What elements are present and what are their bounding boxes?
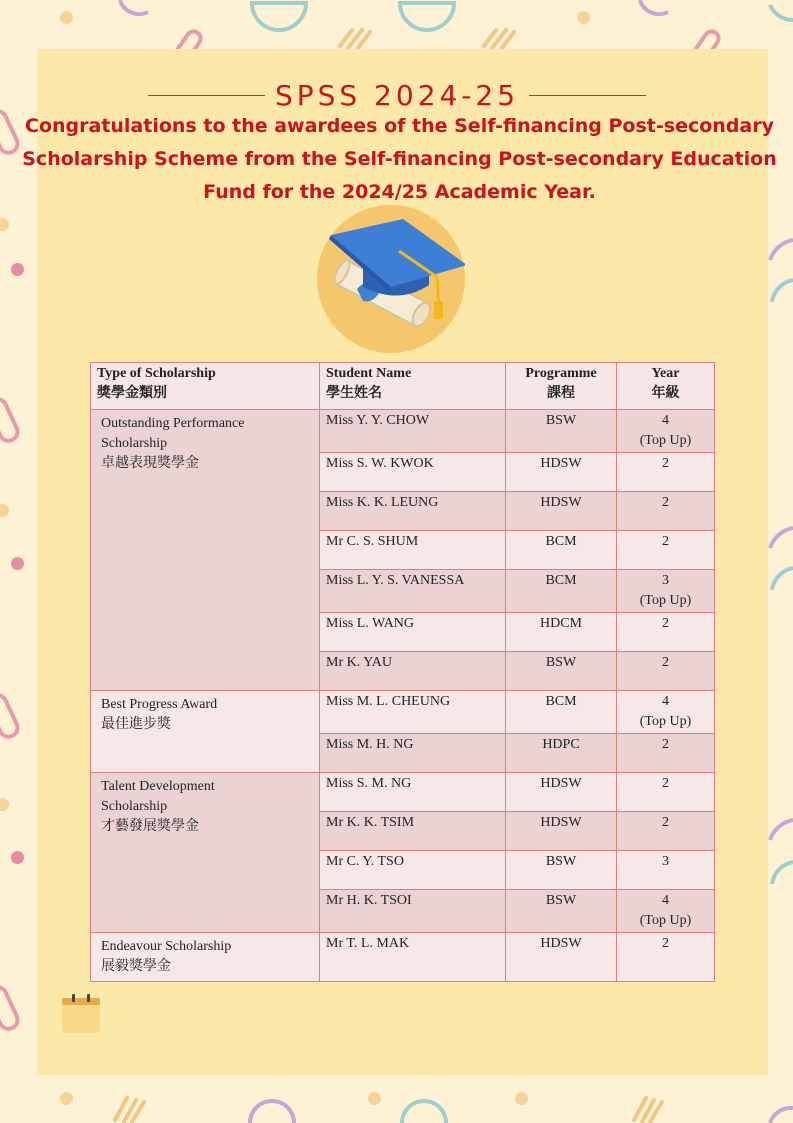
header-type-zh: 獎學金類別 [97, 386, 167, 401]
category-zh: 最佳進步獎 [101, 717, 171, 732]
programme: BCM [506, 531, 617, 570]
table-row [91, 691, 715, 734]
category-en: Scholarship [101, 436, 168, 451]
header-name [320, 363, 506, 410]
decor-dot [11, 263, 24, 276]
programme: BSW [506, 890, 617, 933]
student-name: Mr H. K. TSOI [320, 890, 506, 933]
headline-line: Congratulations to the awardees of the Self-financing Post-secondary [25, 115, 774, 137]
header-name-en: Student Name [326, 366, 412, 381]
decor-dot [515, 1092, 528, 1105]
category-en: Outstanding Performance [101, 416, 245, 431]
table-header-row [91, 363, 715, 410]
header-type [91, 363, 320, 410]
student-name: Miss Y. Y. CHOW [320, 410, 506, 453]
programme: HDSW [506, 933, 617, 982]
decor-dot [60, 11, 73, 24]
graduation-cap-icon [317, 205, 465, 353]
programme: BCM [506, 570, 617, 613]
programme: BSW [506, 410, 617, 453]
header-type-en: Type of Scholarship [97, 366, 216, 381]
header-year-zh: 年級 [651, 386, 680, 401]
year [617, 410, 715, 453]
header-programme [506, 363, 617, 410]
year: 3 [617, 851, 715, 890]
student-name: Mr K. K. TSIM [320, 812, 506, 851]
decor-dot [11, 557, 24, 570]
year [617, 691, 715, 734]
student-name: Miss M. L. CHEUNG [320, 691, 506, 734]
student-name: Mr T. L. MAK [320, 933, 506, 982]
decor-dot [11, 851, 24, 864]
year: 2 [617, 812, 715, 851]
year: 2 [617, 652, 715, 691]
student-name: Miss L. WANG [320, 613, 506, 652]
year: 2 [617, 734, 715, 773]
decor-dot [577, 11, 590, 24]
programme: BCM [506, 691, 617, 734]
table-row [91, 933, 715, 982]
header-programme-zh: 課程 [547, 386, 575, 401]
year-value: 4 [662, 694, 669, 709]
student-name: Miss M. H. NG [320, 734, 506, 773]
category-en: Endeavour Scholarship [101, 939, 232, 954]
year [617, 890, 715, 933]
year: 2 [617, 531, 715, 570]
year: 2 [617, 453, 715, 492]
programme: HDSW [506, 773, 617, 812]
graduation-badge [317, 205, 465, 353]
header-name-zh: 學生姓名 [326, 386, 382, 401]
programme: HDSW [506, 492, 617, 531]
student-name: Miss S. M. NG [320, 773, 506, 812]
programme: HDPC [506, 734, 617, 773]
headline-line: Fund for the 2024/25 Academic Year. [203, 181, 596, 203]
programme: BSW [506, 851, 617, 890]
header-programme-en: Programme [525, 366, 597, 381]
year-note: (Top Up) [639, 433, 692, 448]
category-zh: 展毅獎學金 [101, 959, 171, 974]
student-name: Miss L. Y. S. VANESSA [320, 570, 506, 613]
title-rule-right [529, 95, 646, 96]
year-value: 4 [662, 893, 669, 908]
category-outstanding-performance [91, 410, 320, 691]
title-rule-left [148, 95, 265, 96]
table-row [91, 773, 715, 812]
programme: HDCM [506, 613, 617, 652]
table-row [91, 410, 715, 453]
category-en: Talent Development [101, 779, 215, 794]
year: 2 [617, 613, 715, 652]
congratulations-headline [22, 110, 777, 209]
category-endeavour [91, 933, 320, 982]
programme: HDSW [506, 812, 617, 851]
awardees-table [90, 362, 715, 982]
year-value: 3 [662, 573, 669, 588]
category-zh: 卓越表現獎學金 [101, 456, 199, 471]
decor-dot [368, 1092, 381, 1105]
year-note: (Top Up) [639, 593, 692, 608]
student-name: Mr K. YAU [320, 652, 506, 691]
year: 2 [617, 492, 715, 531]
page-title: SPSS 2024-25 [274, 78, 520, 112]
category-en: Scholarship [101, 799, 168, 814]
year-value: 4 [662, 413, 669, 428]
programme: BSW [506, 652, 617, 691]
title-row [148, 78, 646, 112]
year: 2 [617, 933, 715, 982]
category-en: Best Progress Award [101, 697, 218, 712]
category-talent-development [91, 773, 320, 933]
year-note: (Top Up) [639, 714, 692, 729]
header-year [617, 363, 715, 410]
category-zh: 才藝發展獎學金 [101, 819, 199, 834]
student-name: Miss K. K. LEUNG [320, 492, 506, 531]
decor-dot [60, 1092, 73, 1105]
calendar-icon [62, 994, 100, 1033]
headline-line: Scholarship Scheme from the Self-financing Post-secondary Education [22, 148, 777, 170]
student-name: Miss S. W. KWOK [320, 453, 506, 492]
year: 2 [617, 773, 715, 812]
student-name: Mr C. Y. TSO [320, 851, 506, 890]
header-year-en: Year [651, 366, 680, 381]
year [617, 570, 715, 613]
year-note: (Top Up) [639, 913, 692, 928]
category-best-progress [91, 691, 320, 773]
student-name: Mr C. S. SHUM [320, 531, 506, 570]
programme: HDSW [506, 453, 617, 492]
